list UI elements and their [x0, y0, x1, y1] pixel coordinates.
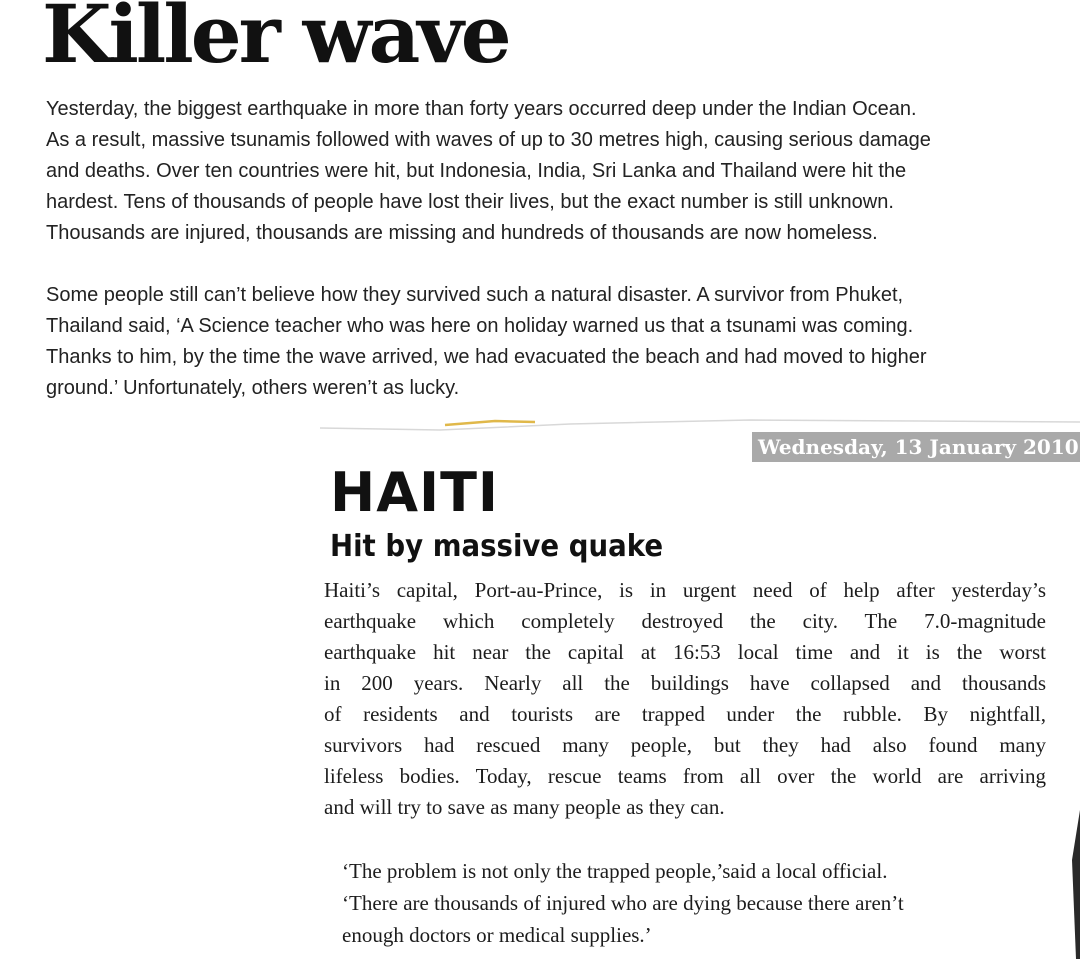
body-line: Haiti’s capital, Port-au-Prince, is in urgent need of help after yesterday’s: [324, 578, 1046, 602]
torn-paper-edge: [320, 418, 1080, 432]
body-line: earthquake which completely destroyed the city. The 7.0-magnitude: [324, 609, 1046, 633]
body-line: Thanks to him, by the time the wave arrived, we had evacuated the beach and had moved to higher: [46, 346, 927, 368]
date-banner: Wednesday, 13 January 2010: [752, 432, 1080, 462]
body-line: of residents and tourists are trapped under the rubble. By nightfall,: [324, 702, 1046, 726]
body-line: Yesterday, the biggest earthquake in more than forty years occurred deep under the Indian Ocean.: [46, 98, 917, 120]
body-line: ground.’ Unfortunately, others weren’t as lucky.: [46, 377, 460, 399]
body-line: As a result, massive tsunamis followed with waves of up to 30 metres high, causing serious damage: [46, 129, 931, 151]
haiti-headline: HAITI: [330, 461, 500, 524]
body-line: hardest. Tens of thousands of people have lost their lives, but the exact number is still unknown.: [46, 191, 894, 213]
body-line: Some people still can’t believe how they survived such a natural disaster. A survivor from Phuket,: [46, 284, 904, 306]
haiti-subheadline: Hit by massive quake: [330, 529, 664, 564]
haiti-article-body: [324, 575, 1054, 823]
article-headline: Killer wave: [42, 0, 509, 81]
page-edge-shadow: [1064, 800, 1080, 959]
paragraph-gap: [46, 249, 1066, 280]
quote-line: enough doctors or medical supplies.’: [342, 923, 652, 947]
body-line: Thailand said, ‘A Science teacher who was here on holiday warned us that a tsunami was coming.: [46, 315, 914, 337]
body-line: earthquake hit near the capital at 16:53 local time and it is the worst: [324, 640, 1046, 664]
quote-line: ‘The problem is not only the trapped people,’said a local official.: [342, 859, 888, 883]
body-line: and will try to save as many people as they can.: [324, 795, 725, 819]
quote-line: ‘There are thousands of injured who are dying because there aren’t: [342, 891, 904, 915]
body-line: survivors had rescued many people, but they had also found many: [324, 733, 1046, 757]
body-line: and deaths. Over ten countries were hit, but Indonesia, India, Sri Lanka and Thailand were hit the: [46, 160, 907, 182]
body-line: in 200 years. Nearly all the buildings have collapsed and thousands: [324, 671, 1046, 695]
body-line: Thousands are injured, thousands are missing and hundreds of thousands are now homeless.: [46, 222, 878, 244]
article-body: [46, 94, 1066, 404]
body-line: lifeless bodies. Today, rescue teams from all over the world are arriving: [324, 764, 1046, 788]
haiti-official-quote: [342, 855, 1062, 951]
article-killer-wave: [0, 0, 1080, 420]
